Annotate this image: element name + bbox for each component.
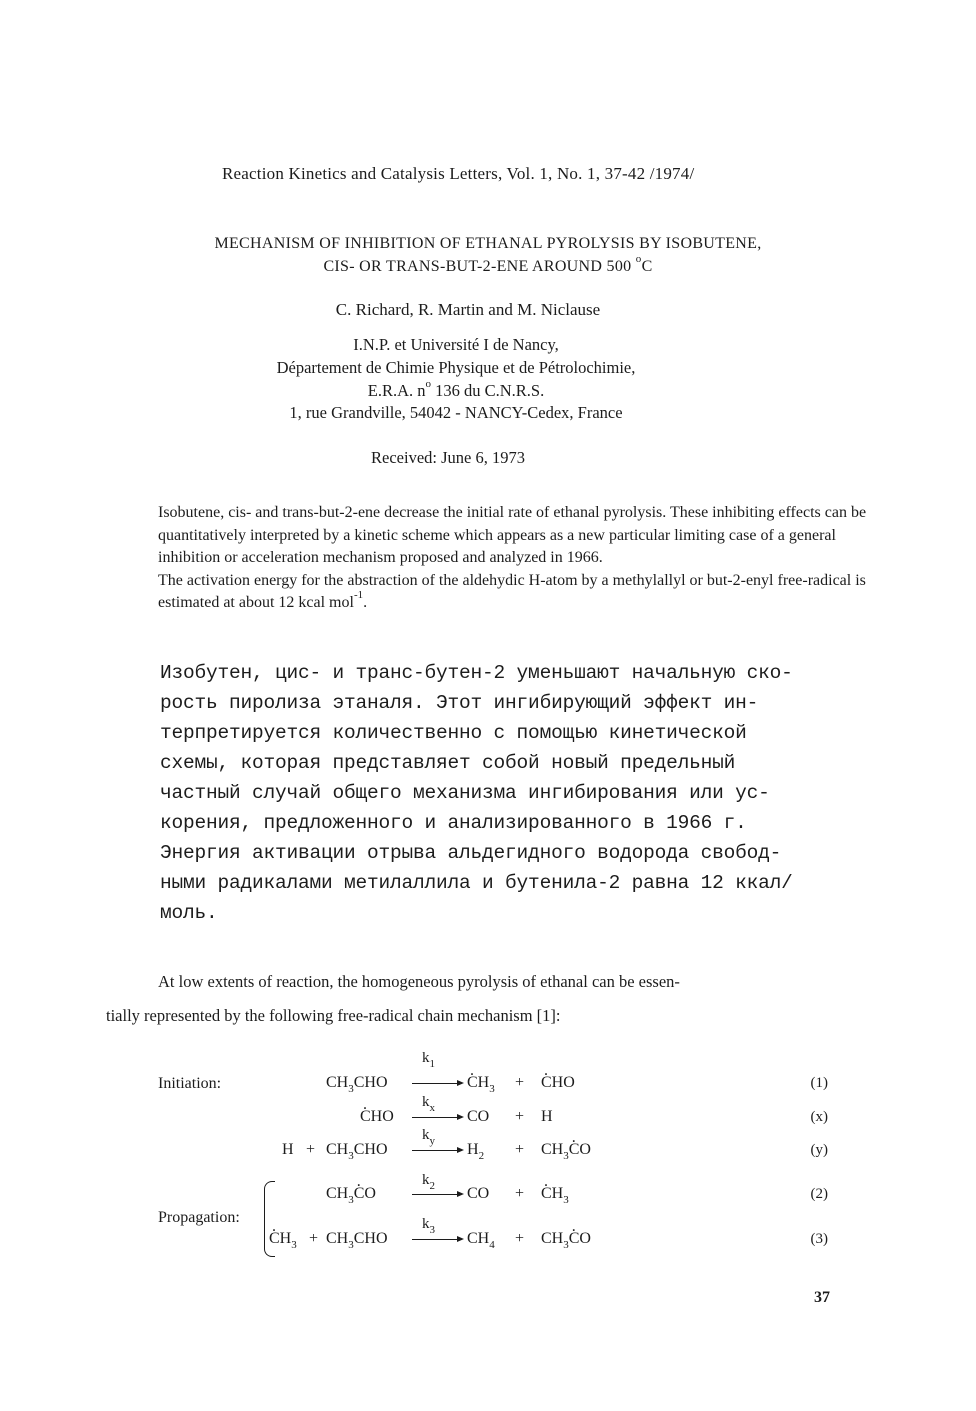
reaction-x-product-h: H — [541, 1108, 553, 1125]
russian-line: моль. — [160, 902, 218, 924]
reaction-arrow — [412, 1117, 462, 1118]
plus-sign: + — [309, 1230, 319, 1247]
reaction-y-product-acetyl: $CH_3$. CO — [541, 1141, 591, 1159]
reaction-y-product-h2: $H_2$ — [467, 1141, 485, 1162]
russian-line: схемы, которая представляет собой новый предельный — [160, 752, 736, 774]
abstract-paragraph-2 — [158, 570, 878, 616]
abstract-english — [158, 502, 878, 616]
abstract-russian — [160, 658, 820, 928]
abstract-period: . — [363, 594, 368, 611]
rate-constant-kx: $k_x$ — [422, 1094, 435, 1114]
body-text-line-2: tially represented by the following free-radical chain mechanism [1]: — [106, 1006, 561, 1025]
affiliation-number-sign: o — [425, 378, 431, 390]
paper-title-line-2 — [120, 253, 856, 279]
reaction-x-product-co: CO — [467, 1108, 490, 1125]
reaction-1-reactant: $CH_3CHO$ — [326, 1074, 388, 1095]
reaction-1-product-methyl: . $CH_3$ — [467, 1074, 495, 1092]
reaction-3-product-acetyl: $CH_3$. CO — [541, 1230, 591, 1248]
reaction-2-product-methyl: . $CH_3$ — [541, 1185, 569, 1203]
reaction-y-h: H — [282, 1141, 294, 1158]
abstract-paragraph-1: Isobutene, cis- and trans-but-2-ene decrease the initial rate of ethanal pyrolysis. These inhibiting effects can be quantitatively interpreted by a kinetic scheme which appears as a new particular limiting case of a general inhibition or acceleration mechanism proposed and analyzed in 1966. — [158, 504, 867, 566]
reaction-2-product-co: CO — [467, 1185, 490, 1202]
received-date: Received: June 6, 1973 — [371, 448, 525, 467]
russian-line: частный случай общего механизма ингибирования или ус- — [160, 782, 770, 804]
title-unit: C — [641, 258, 653, 275]
affiliation-line-4: 1, rue Grandville, 54042 - NANCY-Cedex, France — [289, 403, 623, 422]
reaction-1-product-formyl: . CHO — [541, 1074, 575, 1092]
russian-line: корения, предложенного и анализированного в 1966 г. — [160, 812, 747, 834]
equation-number-3: (3) — [810, 1231, 828, 1247]
reaction-arrow — [412, 1083, 462, 1084]
plus-sign: + — [515, 1141, 525, 1158]
rate-constant-k1: $k_1$ — [422, 1050, 435, 1070]
equation-number-y: (y) — [810, 1142, 828, 1158]
rate-constant-k2: $k_2$ — [422, 1172, 435, 1192]
plus-sign: + — [515, 1185, 525, 1202]
reaction-2-reactant: $CH_3$. CO — [326, 1185, 376, 1203]
title-line-2-text: CIS- OR TRANS-BUT-2-ENE AROUND 500 — [323, 258, 632, 275]
affiliation-line-3 — [0, 380, 912, 405]
authors: C. Richard, R. Martin and M. Niclause — [335, 300, 601, 319]
plus-sign: + — [306, 1141, 316, 1158]
russian-line: Изобутен, цис- и транс-бутен-2 уменьшают начальную ско- — [160, 662, 793, 684]
equation-number-2: (2) — [810, 1186, 828, 1202]
propagation-label: Propagation: — [158, 1209, 240, 1226]
russian-line: ными радикалами метилаллила и бутенила-2 равна 12 ккал/ — [160, 872, 793, 894]
paper-title-line-1: MECHANISM OF INHIBITION OF ETHANAL PYROLYSIS BY ISOBUTENE, — [214, 235, 762, 252]
affiliation-era: E.R.A. n — [367, 381, 426, 400]
plus-sign: + — [515, 1074, 525, 1091]
russian-line: терпретируется количественно с помощью кинетической — [160, 722, 747, 744]
affiliation-line-2: Département de Chimie Physique et de Pétrolochimie, — [276, 358, 636, 377]
reaction-arrow — [412, 1150, 462, 1151]
reaction-3-product-ch4: $CH_4$ — [467, 1230, 495, 1251]
affiliation-line-1: I.N.P. et Université I de Nancy, — [353, 335, 559, 354]
plus-sign: + — [515, 1108, 525, 1125]
reaction-x-reactant: . CHO — [360, 1108, 394, 1126]
reaction-arrow — [412, 1194, 462, 1195]
rate-constant-k3: $k_3$ — [422, 1216, 435, 1236]
initiation-label: Initiation: — [158, 1075, 222, 1092]
body-text-line-1: At low extents of reaction, the homogeneous pyrolysis of ethanal can be essen- — [158, 972, 680, 991]
reaction-y-reactant: $CH_3CHO$ — [326, 1141, 388, 1162]
rate-constant-ky: $k_y$ — [422, 1127, 435, 1147]
reaction-arrow — [412, 1239, 462, 1240]
russian-line: Энергия активации отрыва альдегидного водорода свобод- — [160, 842, 782, 864]
plus-sign: + — [515, 1230, 525, 1247]
reaction-3-methyl: . $CH_3$ — [269, 1230, 297, 1248]
russian-line: рость пиролиза этаналя. Этот ингибирующий эффект ин- — [160, 692, 759, 714]
degree-symbol: o — [635, 253, 642, 265]
abstract-paragraph-2-text: The activation energy for the abstraction of the aldehydic H-atom by a methylallyl or but-2-enyl free-radical is estimated at about 12 kcal mol — [158, 571, 866, 611]
equation-number-1: (1) — [810, 1075, 828, 1091]
journal-header: Reaction Kinetics and Catalysis Letters, Vol. 1, No. 1, 37-42 /1974/ — [222, 164, 695, 183]
reaction-3-reactant: $CH_3CHO$ — [326, 1230, 388, 1251]
affiliation-cnrs: 136 du C.N.R.S. — [431, 381, 545, 400]
page-number: 37 — [814, 1289, 830, 1306]
equation-number-x: (x) — [810, 1109, 828, 1125]
abstract-exponent: -1 — [353, 589, 364, 601]
